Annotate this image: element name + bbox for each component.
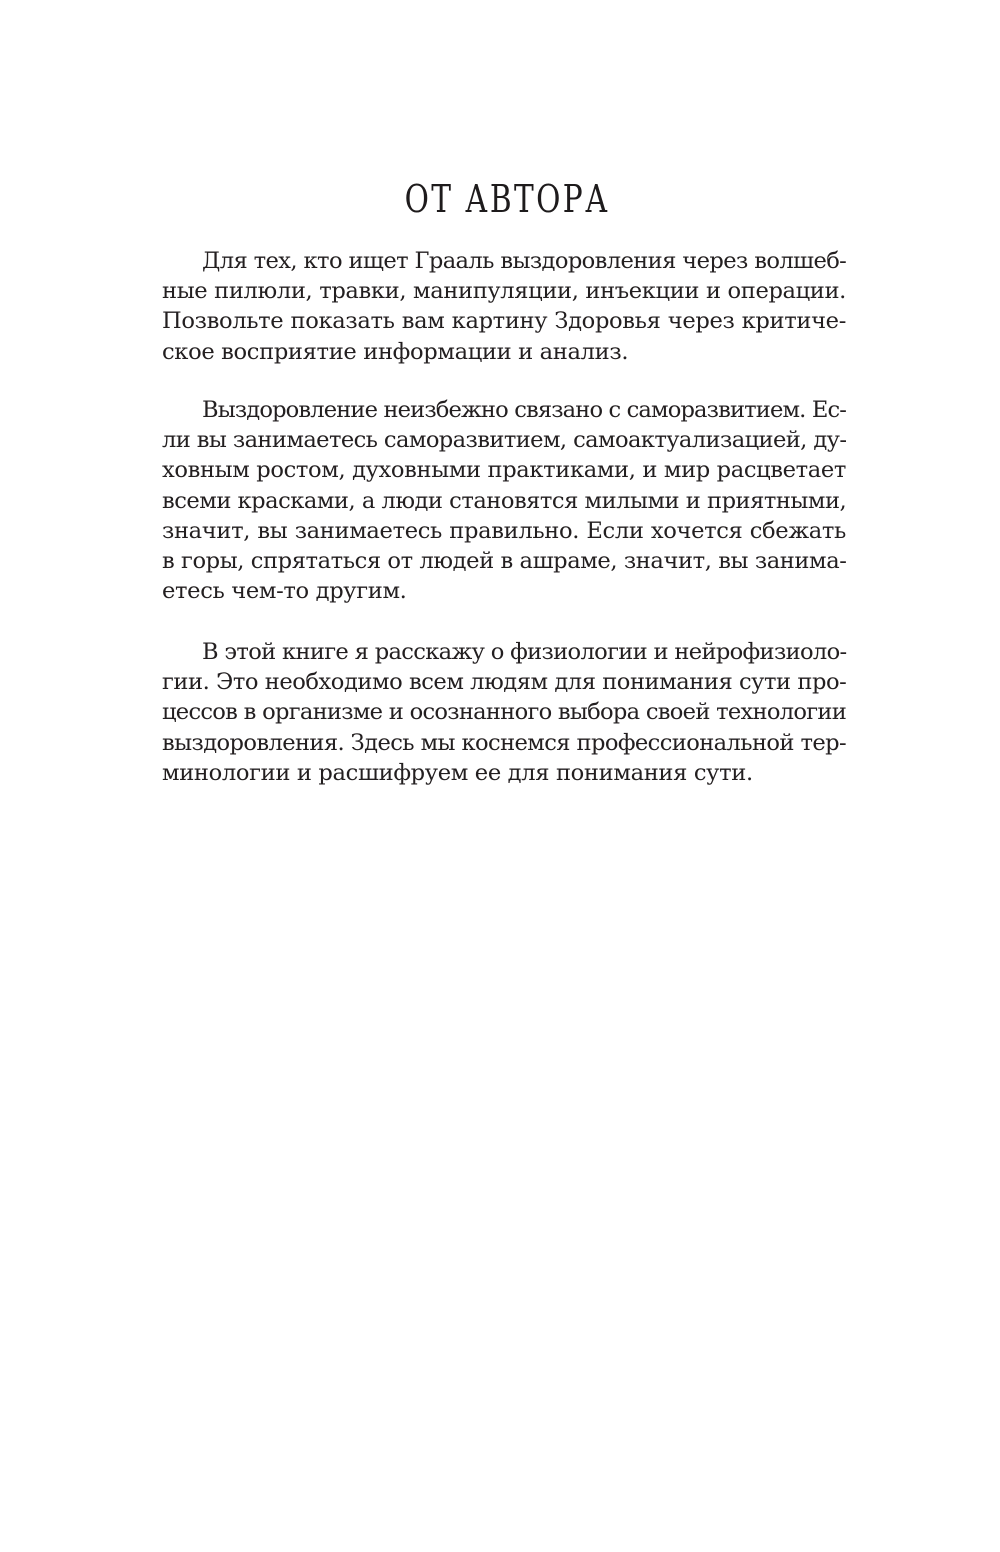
- text-line: минологии и расшифруем ее для понимания сути.: [162, 759, 753, 786]
- text-line: ли вы занимаетесь саморазвитием, самоактуализацией, ду-: [162, 427, 847, 454]
- text-line: ское восприятие информации и анализ.: [162, 338, 629, 365]
- text-line: всеми красками, а люди становятся милыми и приятными,: [162, 487, 847, 514]
- text-line: В этой книге я расскажу о физиологии и нейрофизиоло-: [202, 639, 847, 665]
- text-line: значит, вы занимаетесь правильно. Если хочется сбежать: [162, 517, 846, 544]
- text-line: Позвольте показать вам картину Здоровья через критиче-: [162, 308, 846, 335]
- paragraph-1: [162, 246, 846, 367]
- text-line: выздоровления. Здесь мы коснемся профессиональной тер-: [162, 729, 846, 756]
- text-line: ные пилюли, травки, манипуляции, инъекции и операции.: [162, 278, 846, 305]
- text-line: в горы, спрятаться от людей в ашраме, значит, вы занима-: [162, 547, 847, 574]
- text-line: цессов в организме и осознанного выбора своей технологии: [162, 699, 847, 726]
- chapter-title: ОТ АВТОРА: [404, 177, 610, 222]
- text-line: Для тех, кто ищет Грааль выздоровления через волшеб-: [202, 248, 847, 274]
- paragraph-3: [162, 637, 846, 788]
- text-line: етесь чем-то другим.: [162, 578, 407, 605]
- text-line: ховным ростом, духовными практиками, и мир расцветает: [162, 457, 847, 484]
- text-line: гии. Это необходимо всем людям для понимания сути про-: [162, 669, 847, 696]
- paragraph-2: [162, 395, 846, 606]
- text-line: Выздоровление неизбежно связано с саморазвитием. Ес-: [202, 397, 846, 423]
